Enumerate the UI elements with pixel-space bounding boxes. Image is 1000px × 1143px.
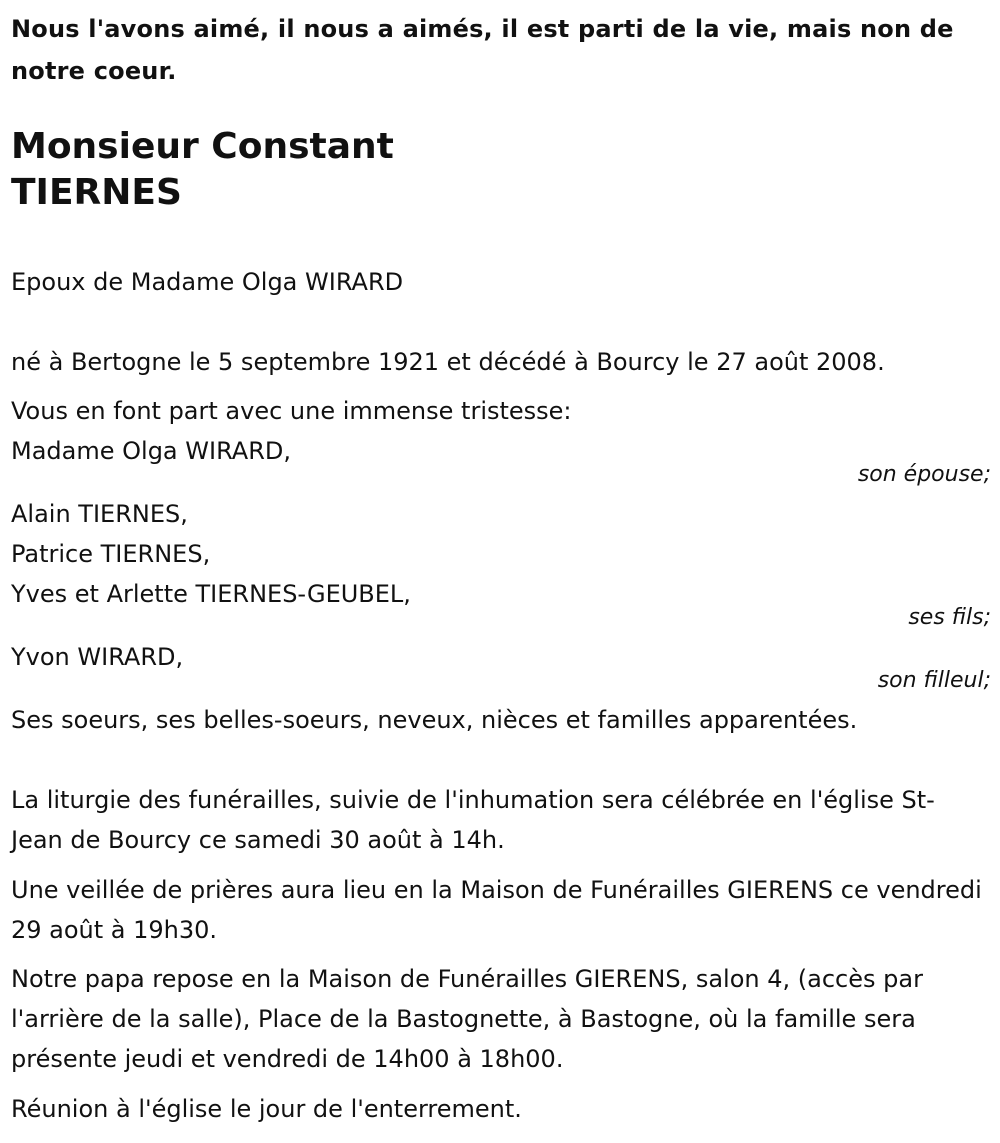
epigraph: Nous l'avons aimé, il nous a aimés, il est parti de la vie, mais non de notre coeur. bbox=[11, 15, 954, 85]
spouse-name: Madame Olga WIRARD, bbox=[11, 437, 291, 465]
son-name: Alain TIERNES, bbox=[11, 500, 188, 528]
vigil-paragraph: Une veillée de prières aura lieu en la Maison de Funérailles GIERENS ce vendredi 29 août à 19h30. bbox=[11, 876, 982, 944]
relatives-line: Ses soeurs, ses belles-soeurs, neveux, nièces et familles apparentées. bbox=[11, 706, 858, 734]
announce-intro: Vous en font part avec une immense tristesse: bbox=[11, 397, 572, 425]
son-name: Patrice TIERNES, bbox=[11, 540, 211, 568]
liturgy-paragraph: La liturgie des funérailles, suivie de l'inhumation sera célébrée en l'église St-Jean de Bourcy ce samedi 30 août à 14h. bbox=[11, 786, 935, 854]
godson-role: son filleul; bbox=[877, 668, 991, 693]
meeting-paragraph: Réunion à l'église le jour de l'enterrement. bbox=[11, 1095, 522, 1123]
birth-death-line: né à Bertogne le 5 septembre 1921 et décédé à Bourcy le 27 août 2008. bbox=[11, 348, 885, 376]
spouse-line: Epoux de Madame Olga WIRARD bbox=[11, 268, 404, 296]
son-name: Yves et Arlette TIERNES-GEUBEL, bbox=[11, 580, 411, 608]
deceased-name-line1: Monsieur Constant bbox=[11, 126, 394, 167]
sons-role: ses fils; bbox=[908, 605, 991, 630]
deceased-name bbox=[11, 124, 394, 216]
deceased-name-line2: TIERNES bbox=[11, 172, 182, 213]
spouse-role: son épouse; bbox=[857, 462, 991, 487]
godson-name: Yvon WIRARD, bbox=[11, 643, 184, 671]
resting-paragraph: Notre papa repose en la Maison de Funérailles GIERENS, salon 4, (accès par l'arrière de la salle), Place de la Bastognette, à Bastogne, où la famille sera présente jeudi et vendredi de 14h00 à 18h00. bbox=[11, 965, 923, 1073]
